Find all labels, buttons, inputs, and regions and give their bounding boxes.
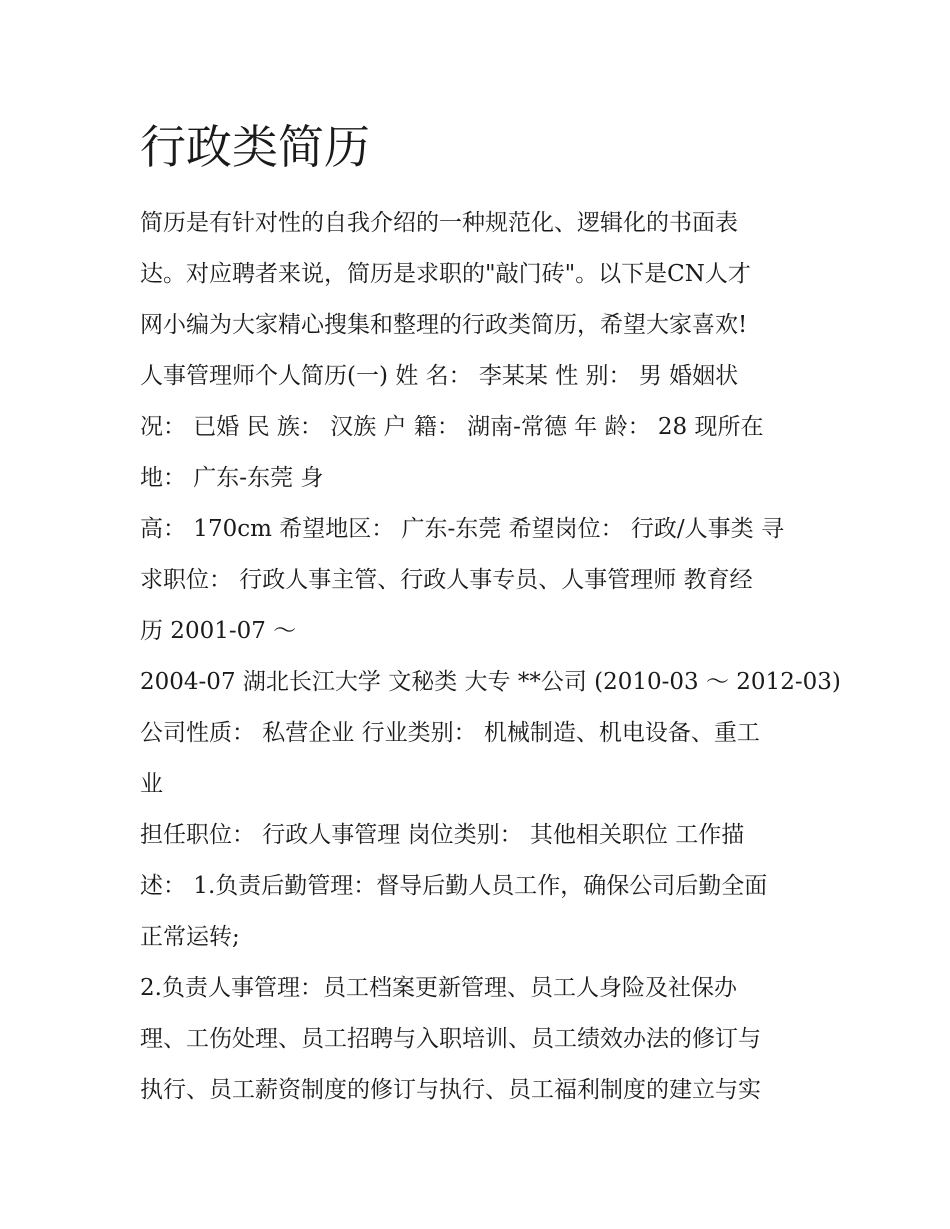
body-line: 理、工伤处理、员工招聘与入职培训、员工绩效办法的修订与: [140, 1026, 761, 1052]
body-line: 执行、员工薪资制度的修订与执行、员工福利制度的建立与实: [140, 1077, 761, 1103]
body-line: 业: [140, 771, 163, 797]
body-line: 2.负责人事管理：员工档案更新管理、员工人身险及社保办: [140, 975, 737, 1001]
document-title: 行政类简历: [140, 120, 370, 174]
body-line: 公司性质： 私营企业 行业类别： 机械制造、机电设备、重工: [140, 720, 760, 746]
body-line: 地： 广东-东莞 身: [140, 465, 324, 491]
body-line: 网小编为大家精心搜集和整理的行政类简历，希望大家喜欢!: [140, 312, 748, 338]
body-line: 述： 1.负责后勤管理：督导后勤人员工作，确保公司后勤全面: [140, 873, 768, 899]
document-body: [140, 198, 841, 1116]
body-line: 况： 已婚 民 族： 汉族 户 籍： 湖南-常德 年 龄： 28 现所在: [140, 414, 764, 440]
body-line: 达。对应聘者来说，简历是求职的"敲门砖"。以下是CN人才: [140, 261, 751, 287]
body-line: 简历是有针对性的自我介绍的一种规范化、逻辑化的书面表: [140, 210, 738, 236]
body-line: 2004-07 湖北长江大学 文秘类 大专 **公司 (2010-03 ～ 2012-03): [140, 669, 841, 695]
body-line: 高： 170cm 希望地区： 广东-东莞 希望岗位： 行政/人事类 寻: [140, 516, 784, 542]
body-line: 人事管理师个人简历(一) 姓 名： 李某某 性 别： 男 婚姻状: [140, 363, 739, 389]
body-line: 担任职位： 行政人事管理 岗位类别： 其他相关职位 工作描: [140, 822, 745, 848]
body-line: 正常运转;: [140, 924, 240, 950]
body-line: 历 2001-07 ～: [140, 618, 297, 644]
body-line: 求职位： 行政人事主管、行政人事专员、人事管理师 教育经: [140, 567, 753, 593]
